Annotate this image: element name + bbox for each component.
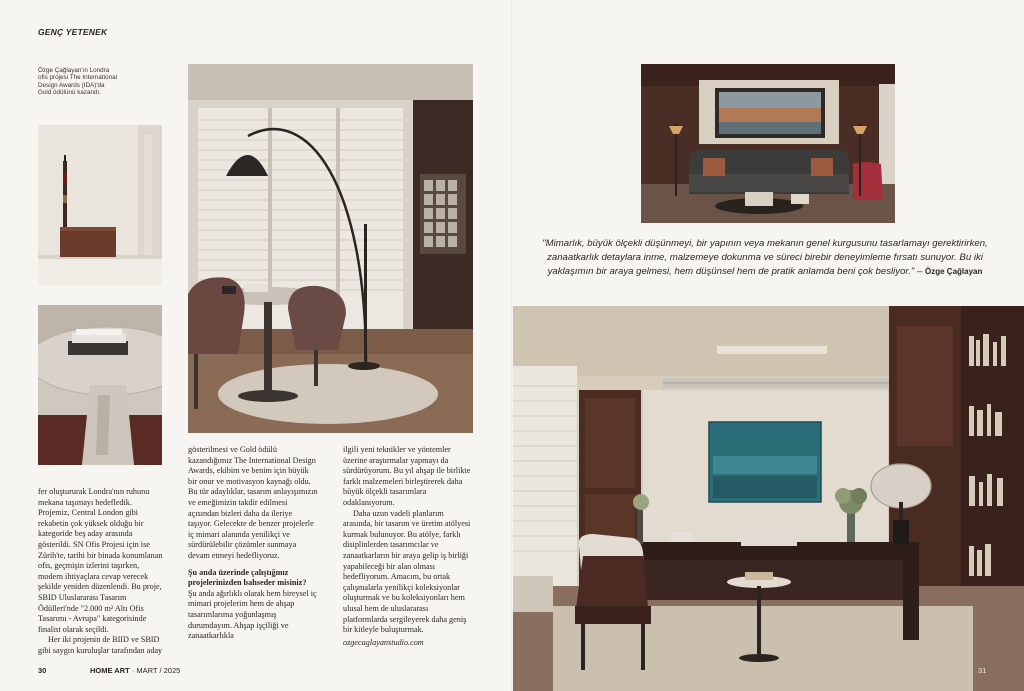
magazine-issue: · MART / 2025	[129, 666, 181, 675]
text-column-1	[38, 487, 164, 657]
sofa-lounge-photo	[641, 64, 895, 223]
col2-paragraph-2: Şu anda ağırlıklı olarak hem bireysel iç mimari projelerim hem de ahşap tasarımlarıma yoğunlaşmış durumdayım. Ahşap işçiliği ve zanaatkarlıkla	[188, 588, 317, 641]
quote-author: Özge Çağlayan	[925, 267, 983, 277]
arc-lamp-room-photo	[188, 64, 473, 433]
section-title: GENÇ YETENEK	[38, 27, 108, 37]
text-column-2	[188, 445, 318, 642]
interview-question: Şu anda üzerinde çalıştığınız projelerinizden bahseder misiniz?	[188, 567, 307, 588]
page-number-right: 31	[978, 666, 987, 675]
pull-quote	[540, 237, 990, 280]
magazine-footer	[90, 666, 180, 675]
col3-paragraph-1: ilgili yeni teknikler ve yöntemler üzerine araştırmalar yapmayı da sürdürüyorum. Bu yıl ahşap ile birlikte farklı malzemeleri birleştirerek daha büyük ölçekli tasarımlara odaklanıyorum.	[343, 445, 471, 507]
photo-caption: Özge Çağlayan'ın Londra ofis projesi The International Design Awards (IDA)'da Gold ödülünü kazandı.	[38, 67, 117, 96]
col3-paragraph-2: Daha uzun vadeli planlarım arasında, bir tasarım ve üretim atölyesi kurmak bulunuyor. Bu atölye, farklı disiplinlerden tasarımcılar ve zanaatkarların bir araya gelip iş birliği yapabileceği bir alan olması hedefliyorum. Amacım, bu ortak çalışmalarla yenilikçi koleksiyonlar oluşturmak ve bu koleksiyonları hem ulusal hem de uluslararası platformlarda sergileyerek daha geniş bir kitleyle buluşturmak.	[343, 508, 471, 635]
page-number-left: 30	[38, 666, 47, 675]
quote-dash: –	[914, 266, 926, 278]
candle-wall-photo	[38, 125, 162, 285]
office-interior-photo	[513, 306, 1024, 691]
magazine-name: HOME ART	[90, 666, 130, 675]
studio-website-link[interactable]: ozgecaglayanstudio.com	[343, 637, 424, 647]
quote-text: "Mimarlık, büyük ölçekli düşünmeyi, bir yapının veya mekanın genel kurgusunu tasarlamayı gerektirirken, zanaatkarlık detaylara inme, malzemeye dokunma ve süreci birebir deneyimleme fırsatı sunuyor. Bu iki yaklaşımın bir araya gelmesi, hem düşünsel hem de pratik anlamda beni çok besliyor."	[542, 238, 988, 278]
text-column-3	[343, 445, 473, 648]
col1-paragraph-1: fer oluştururak Londra'nın ruhunu mekana taşımayı hedefledik. Projemiz, Central London gibi rekabetin çok yüksek olduğu bir kategoride beş aday arasında gösterildi. SN Ofis Projesi için ise Zürih'te, tarihi bir binada konumlanan ofis, geçmişin izlerini taşırken, modern ihtiyaçlara cevap verecek şekilde yeniden düzenlendi. Bu proje, SBID Uluslararası Tasarım Ödülleri'nde "2.000 m² Altı Ofis Tasarımı - Avrupa" kategorisinde finalist olarak seçildi.	[38, 487, 163, 634]
col1-paragraph-2: Her iki projenin de BIID ve SBID gibi saygın kuruluşlar tarafından aday	[38, 635, 163, 655]
col2-paragraph-1: gösterilmesi ve Gold ödülü kazandığımız The International Design Awards, ekibim ve benim için büyük bir onur ve motivasyon kaynağı oldu. Bu tür adaylıklar, tasarım anlayışımızın ve emeğimizin takdir edilmesi açısından bizleri daha da ileriye taşıyor. Gelecekte de benzer projelerle iç mimari alanında yenilikçi ve sürdürülebilir çözümler sunmaya devam etmeyi hedefliyoruz.	[188, 445, 318, 560]
marble-table-photo	[38, 305, 162, 465]
